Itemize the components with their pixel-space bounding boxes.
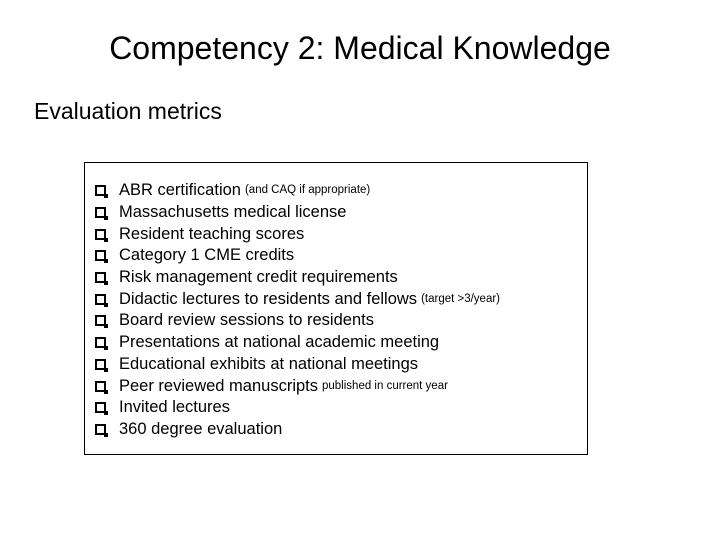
list-item	[95, 202, 500, 224]
metrics-box	[84, 162, 588, 455]
metric-note: (target >3/year)	[421, 292, 501, 305]
metric-text: ABR certification	[119, 181, 241, 200]
square-bullet-icon	[95, 294, 106, 305]
slide-title: Competency 2: Medical Knowledge	[109, 30, 611, 66]
metric-text: Didactic lectures to residents and fellows	[119, 289, 418, 308]
metric-text: 360 degree evaluation	[119, 419, 283, 438]
square-bullet-icon	[95, 402, 106, 413]
list-item	[95, 332, 500, 354]
metric-text: Invited lectures	[119, 398, 230, 417]
list-item	[95, 375, 500, 397]
square-bullet-icon	[95, 185, 106, 196]
square-bullet-icon	[95, 250, 106, 261]
square-bullet-icon	[95, 381, 106, 392]
list-item	[95, 354, 500, 376]
metric-text: Category 1 CME credits	[119, 246, 295, 265]
metric-text: Peer reviewed manuscripts	[119, 376, 318, 395]
metric-note: (and CAQ if appropriate)	[244, 184, 371, 197]
square-bullet-icon	[95, 337, 106, 348]
square-bullet-icon	[95, 272, 106, 283]
metric-text: Risk management credit requirements	[119, 268, 398, 287]
metric-text: Board review sessions to residents	[119, 311, 374, 330]
list-item	[95, 223, 500, 245]
square-bullet-icon	[95, 229, 106, 240]
metric-text: Resident teaching scores	[119, 224, 305, 243]
list-item	[95, 180, 500, 202]
square-bullet-icon	[95, 315, 106, 326]
metric-text: Educational exhibits at national meetings	[119, 354, 419, 373]
list-item	[95, 245, 500, 267]
list-item	[95, 397, 500, 419]
square-bullet-icon	[95, 207, 106, 218]
section-subtitle: Evaluation metrics	[34, 98, 222, 124]
metrics-list	[95, 180, 500, 440]
list-item	[95, 267, 500, 289]
metric-text: Massachusetts medical license	[119, 203, 347, 222]
square-bullet-icon	[95, 359, 106, 370]
metric-note: published in current year	[322, 379, 448, 392]
list-item	[95, 419, 500, 441]
list-item	[95, 288, 500, 310]
list-item	[95, 310, 500, 332]
square-bullet-icon	[95, 424, 106, 435]
metric-text: Presentations at national academic meeting	[119, 333, 440, 352]
